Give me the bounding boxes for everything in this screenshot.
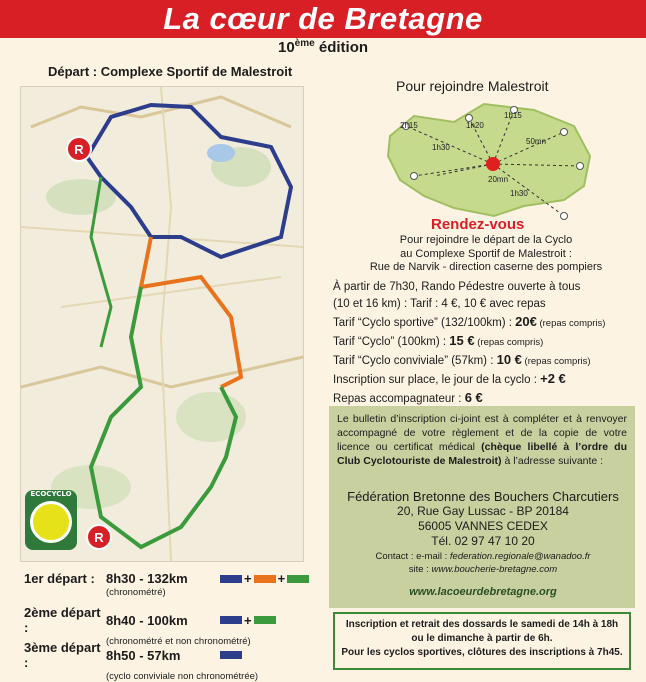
time-label: 1h20 xyxy=(466,121,484,130)
edition-word: édition xyxy=(314,39,369,56)
federation-name: Fédération Bretonne des Bouchers Charcutiers xyxy=(347,489,619,504)
reach-title: Pour rejoindre Malestroit xyxy=(396,78,549,94)
notice-line-2: ou le dimanche à partir de 6h. xyxy=(411,633,553,644)
depart-title: Départ : Complexe Sportif de Malestroit xyxy=(48,64,293,79)
ecocyclo-logo xyxy=(25,490,77,550)
federation-address xyxy=(333,489,633,549)
start-marker-north: R xyxy=(66,136,92,162)
title-banner xyxy=(0,0,646,38)
tarif-conviviale: Tarif “Cyclo conviviale” (57km) : 10 € (repas compris) xyxy=(333,352,591,367)
federation-street: 20, Rue Gay Lussac - BP 20184 xyxy=(397,504,569,518)
legend-label: 3ème départ : xyxy=(24,640,101,670)
notice-line-1: Inscription et retrait des dossards le samedi de 14h à 18h xyxy=(345,619,619,630)
legend-time: 8h40 - 100km xyxy=(106,612,188,628)
rdv-line-1: Pour rejoindre le départ de la Cyclo xyxy=(399,234,573,246)
pricing-info xyxy=(333,279,633,408)
edition-label xyxy=(0,38,646,56)
bulletin-text: Le bulletin d’inscription ci-joint est à compléter et à renvoyer accompagné de votre règlement et de la copie de votre licence ou certificat médical (chèque libellé à l’ordre du Club Cyclotouriste de Malestroit) à l’adresse suivante : xyxy=(337,413,627,467)
tarif-cyclo: Tarif “Cyclo” (100km) : 15 € (repas compris) xyxy=(333,333,544,348)
ecocyclo-ring-icon xyxy=(30,501,72,543)
malestroit-dot-icon xyxy=(486,157,500,171)
legend-note: (chronométré et non chronométré) xyxy=(106,636,251,647)
legend-row-1: 1er départ : 8h30 - 132km + + (chronométré) xyxy=(24,571,311,598)
site-link[interactable]: www.boucherie-bretagne.com xyxy=(431,564,558,575)
legend-time: 8h50 - 57km xyxy=(106,647,181,663)
federation-city: 56005 VANNES CEDEX xyxy=(418,519,548,533)
website-link[interactable]: www.lacoeurdebretagne.org xyxy=(409,586,557,598)
route-green-swatch xyxy=(254,616,276,624)
page-title: La cœur de Bretagne xyxy=(163,1,483,36)
time-label: 50mn xyxy=(526,137,547,146)
legend-time: 8h30 - 132km xyxy=(106,571,188,586)
email-link[interactable]: federation.regionale@wanadoo.fr xyxy=(449,551,591,562)
brittany-map xyxy=(384,96,596,224)
time-label: 20mn xyxy=(488,175,509,184)
time-label: 2h15 xyxy=(400,121,418,130)
route-blue-swatch xyxy=(220,651,242,659)
route-blue-swatch xyxy=(220,575,242,583)
route-blue-swatch xyxy=(220,616,242,624)
route-orange-swatch xyxy=(254,575,276,583)
repas-line: Repas accompagnateur : 6 € xyxy=(333,390,483,405)
legend-note: (cyclo conviviale non chronométrée) xyxy=(106,671,259,682)
ecocyclo-label: ECOCYCLO xyxy=(30,490,72,498)
rando-line-2: (10 et 16 km) : Tarif : 4 €, 10 € avec repas xyxy=(333,298,546,310)
time-label: 1h30 xyxy=(432,143,450,152)
time-label: 1h15 xyxy=(504,111,522,120)
route-green-swatch xyxy=(287,575,309,583)
rando-line-1: À partir de 7h30, Rando Pédestre ouverte à tous xyxy=(333,281,581,293)
legend-row-2: 2ème départ : 8h40 - 100km + (chronométré et non chronométré) xyxy=(24,605,278,647)
notice-line-3: Pour les cyclos sportives, clôtures des inscriptions à 7h45. xyxy=(341,647,623,658)
legend-row-3 xyxy=(24,640,258,682)
notice-box xyxy=(333,612,631,670)
inscription-line: Inscription sur place, le jour de la cyclo : +2 € xyxy=(333,371,566,386)
edition-number: 10 xyxy=(277,39,295,56)
rdv-line-3: Rue de Narvik - direction caserne des pompiers xyxy=(369,261,603,273)
tarif-sportive: Tarif “Cyclo sportive” (132/100km) : 20€ (repas compris) xyxy=(333,314,606,329)
start-marker-south: R xyxy=(86,524,112,550)
rdv-title: Rendez-vous xyxy=(431,216,525,233)
legend-label: 2ème départ : xyxy=(24,605,101,635)
federation-tel: Tél. 02 97 47 10 20 xyxy=(431,534,535,548)
legend-note: (chronométré) xyxy=(106,587,166,598)
legend-label: 1er départ : xyxy=(24,571,95,586)
edition-suffix: ème xyxy=(294,38,315,49)
rdv-text xyxy=(338,234,634,275)
rdv-line-2: au Complexe Sportif de Malestroit : xyxy=(400,247,572,260)
contact-info: Contact : e-mail : federation.regionale@wanadoo.fr site : www.boucherie-bretagne.com xyxy=(375,551,591,575)
time-label: 1h30 xyxy=(510,189,528,198)
